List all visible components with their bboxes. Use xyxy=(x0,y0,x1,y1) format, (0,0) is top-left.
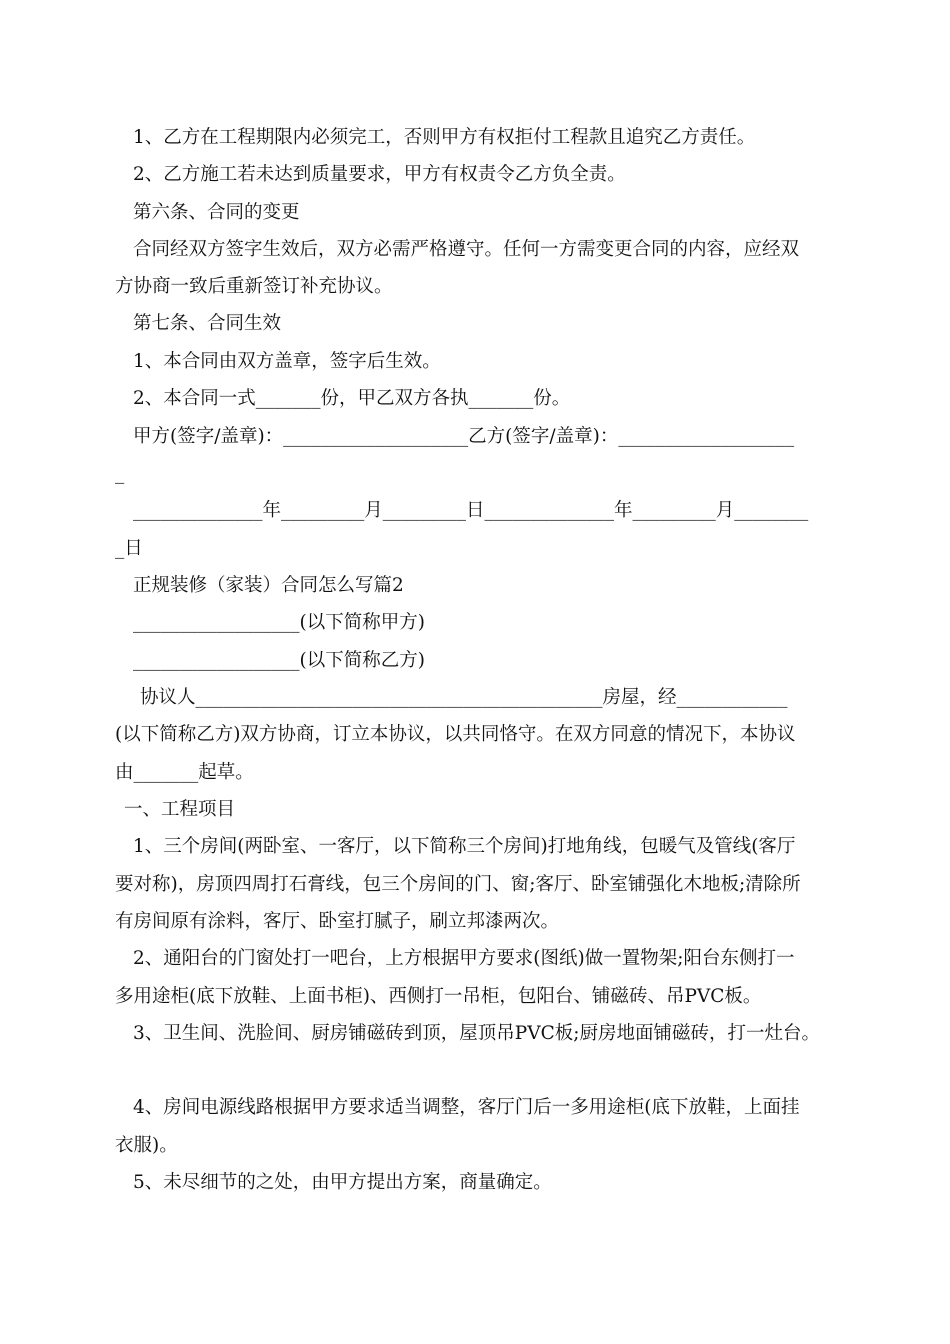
party-b-line: __________________(以下简称乙方) xyxy=(133,650,425,671)
paragraph-line: 要对称)，房顶四周打石膏线，包三个房间的门、窗;客厅、卧室铺强化木地板;清除所 xyxy=(115,874,801,895)
paragraph-line: 合同经双方签字生效后，双方必需严格遵守。任何一方需变更合同的内容，应经双 xyxy=(133,239,800,260)
paragraph-line: (以下简称乙方)双方协商，订立本协议，以共同恪守。在双方同意的情况下，本协议 xyxy=(115,724,796,745)
paragraph-line: 由_______起草。 xyxy=(115,762,254,783)
paragraph-line: 方协商一致后重新签订补充协议。 xyxy=(115,276,393,297)
heading-project: 一、工程项目 xyxy=(124,799,236,820)
paragraph-line: 有房间原有涂料，客厅、卧室打腻子，刷立邦漆两次。 xyxy=(115,911,560,932)
agreement-line: 协议人____________________________________________房屋，经____________ xyxy=(140,687,788,708)
date-line-wrap: _日 xyxy=(115,538,143,559)
signature-line: 甲方(签字/盖章)：____________________乙方(签字/盖章)：___________________ xyxy=(133,426,795,447)
section-title: 正规装修（家装）合同怎么写篇2 xyxy=(133,575,404,596)
heading-article-7: 第七条、合同生效 xyxy=(133,313,282,334)
project-item-5: 5、未尽细节的之处，由甲方提出方案，商量确定。 xyxy=(133,1172,552,1193)
clause-5-item-2: 2、乙方施工若未达到质量要求，甲方有权责令乙方负全责。 xyxy=(133,164,626,185)
clause-7-item-1: 1、本合同由双方盖章，签字后生效。 xyxy=(133,351,441,372)
clause-7-item-2: 2、本合同一式_______份，甲乙双方各执_______份。 xyxy=(133,388,571,409)
project-item-2: 2、通阳台的门窗处打一吧台，上方根据甲方要求(图纸)做一置物架;阳台东侧打一 xyxy=(133,948,795,969)
clause-5-item-1: 1、乙方在工程期限内必须完工，否则甲方有权拒付工程款且追究乙方责任。 xyxy=(133,127,756,148)
project-item-3: 3、卫生间、洗脸间、厨房铺磁砖到顶，屋顶吊PVC板;厨房地面铺磁砖，打一灶台。 xyxy=(133,1023,820,1044)
paragraph-line: 衣服)。 xyxy=(115,1135,178,1156)
signature-line-wrap: _ xyxy=(115,463,125,484)
project-item-4: 4、房间电源线路根据甲方要求适当调整，客厅门后一多用途柜(底下放鞋，上面挂 xyxy=(133,1097,800,1118)
party-a-line: __________________(以下简称甲方) xyxy=(133,612,425,633)
project-item-1: 1、三个房间(两卧室、一客厅，以下简称三个房间)打地角线，包暖气及管线(客厅 xyxy=(133,836,796,857)
heading-article-6: 第六条、合同的变更 xyxy=(133,202,300,223)
date-line: ______________年_________月_________日______________年_________月________ xyxy=(133,500,809,521)
paragraph-line: 多用途柜(底下放鞋、上面书柜)、西侧打一吊柜，包阳台、铺磁砖、吊PVC板。 xyxy=(115,986,762,1007)
